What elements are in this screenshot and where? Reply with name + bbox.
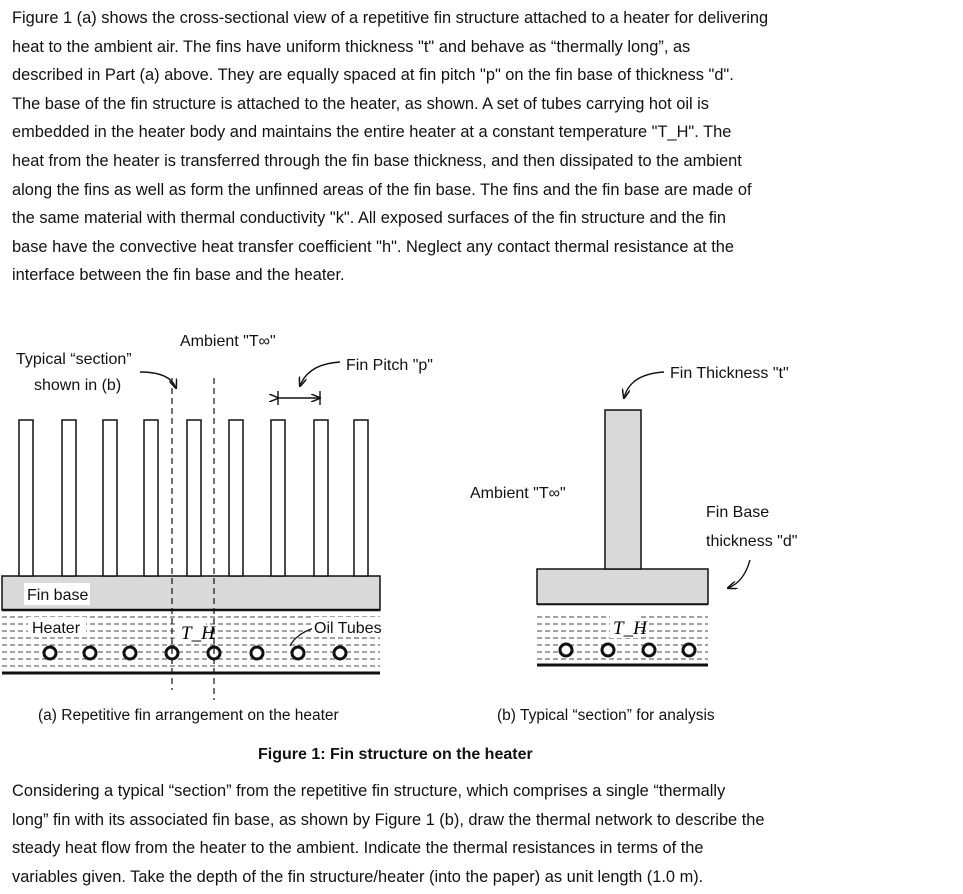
oil-tube: [683, 644, 695, 656]
panel-b: [470, 365, 797, 724]
intro-line: heat from the heater is transferred through the fin base thickness, and then dissipated to the ambient: [12, 151, 742, 170]
fin-base-thickness-label: Fin Base: [706, 504, 770, 521]
fin-pitch-label: Fin Pitch "p": [346, 357, 433, 374]
oil-tubes-b: [560, 644, 695, 656]
oil-tube: [84, 647, 96, 659]
base-thickness-leader: [728, 560, 750, 588]
typical-section-label-2: shown in (b): [34, 377, 122, 394]
oil-tube: [334, 647, 346, 659]
fin: [354, 420, 368, 576]
oil-tube: [292, 647, 304, 659]
caption-a: (a) Repetitive fin arrangement on the heater: [38, 707, 339, 724]
fin: [187, 420, 201, 576]
fin: [19, 420, 33, 576]
question-line: steady heat flow from the heater to the ambient. Indicate the thermal resistances in terms of the: [12, 839, 704, 858]
oil-tube: [251, 647, 263, 659]
intro-line: The base of the fin structure is attached to the heater, as shown. A set of tubes carrying hot oil is: [12, 94, 710, 113]
oil-tube: [602, 644, 614, 656]
intro-line: heat to the ambient air. The fins have uniform thickness "t" and behave as “thermally long”, as: [12, 37, 691, 56]
fin: [103, 420, 117, 576]
question-line: variables given. Take the depth of the fin structure/heater (into the paper) as unit length (1.0 m).: [12, 867, 704, 886]
oil-tubes-label: Oil Tubes: [314, 620, 382, 637]
intro-line: described in Part (a) above. They are equally spaced at fin pitch "p" on the fin base of thickness "d".: [12, 66, 734, 85]
panel-a: [2, 333, 433, 724]
question-paragraph: [12, 777, 868, 891]
fin: [229, 420, 243, 576]
heater-temp-label-a: T_H: [181, 623, 215, 644]
ambient-label-b: Ambient "T∞": [470, 485, 566, 502]
intro-line: Figure 1 (a) shows the cross-sectional view of a repetitive fin structure attached to a heater for delivering: [12, 9, 769, 27]
fin: [271, 420, 285, 576]
question-line: Considering a typical “section” from the repetitive fin structure, which comprises a single “thermally: [12, 782, 726, 800]
pitch-dimension: [278, 391, 320, 405]
oil-tube: [124, 647, 136, 659]
intro-line: embedded in the heater body and maintains the entire heater at a constant temperature "T_H". The: [12, 123, 732, 142]
fin-base-b: [537, 569, 708, 604]
fin-b: [605, 410, 641, 569]
fin-base-label: Fin base: [27, 587, 89, 604]
ambient-label-a: Ambient "T∞": [180, 333, 276, 350]
intro-line: interface between the fin base and the heater.: [12, 266, 345, 285]
fin: [144, 420, 158, 576]
caption-b: (b) Typical “section” for analysis: [497, 707, 715, 724]
figure-title: Figure 1: Fin structure on the heater: [258, 746, 533, 763]
question-line: long” fin with its associated fin base, as shown by Figure 1 (b), draw the thermal network to describe the: [12, 810, 765, 829]
heater-temp-label-b: T_H: [613, 618, 647, 639]
fin-base-thickness-label-2: thickness "d": [706, 533, 798, 550]
intro-line: the same material with thermal conductivity "k". All exposed surfaces of the fin structure and the fin: [12, 209, 727, 228]
oil-tube: [643, 644, 655, 656]
oil-tube: [560, 644, 572, 656]
intro-line: base have the convective heat transfer coefficient "h". Neglect any contact thermal resistance at the: [12, 237, 734, 256]
heater-label: Heater: [32, 620, 81, 637]
oil-tube: [44, 647, 56, 659]
fins: [19, 420, 368, 576]
typical-section-label: Typical “section”: [16, 351, 132, 368]
fin: [314, 420, 328, 576]
fin-thickness-leader: [624, 372, 664, 398]
fin: [62, 420, 76, 576]
fin-thickness-label: Fin Thickness "t": [670, 365, 789, 382]
section-leader: [140, 372, 176, 388]
pitch-leader: [300, 362, 340, 386]
intro-line: along the fins as well as form the unfinned areas of the fin base. The fins and the fin base are made of: [12, 180, 752, 199]
